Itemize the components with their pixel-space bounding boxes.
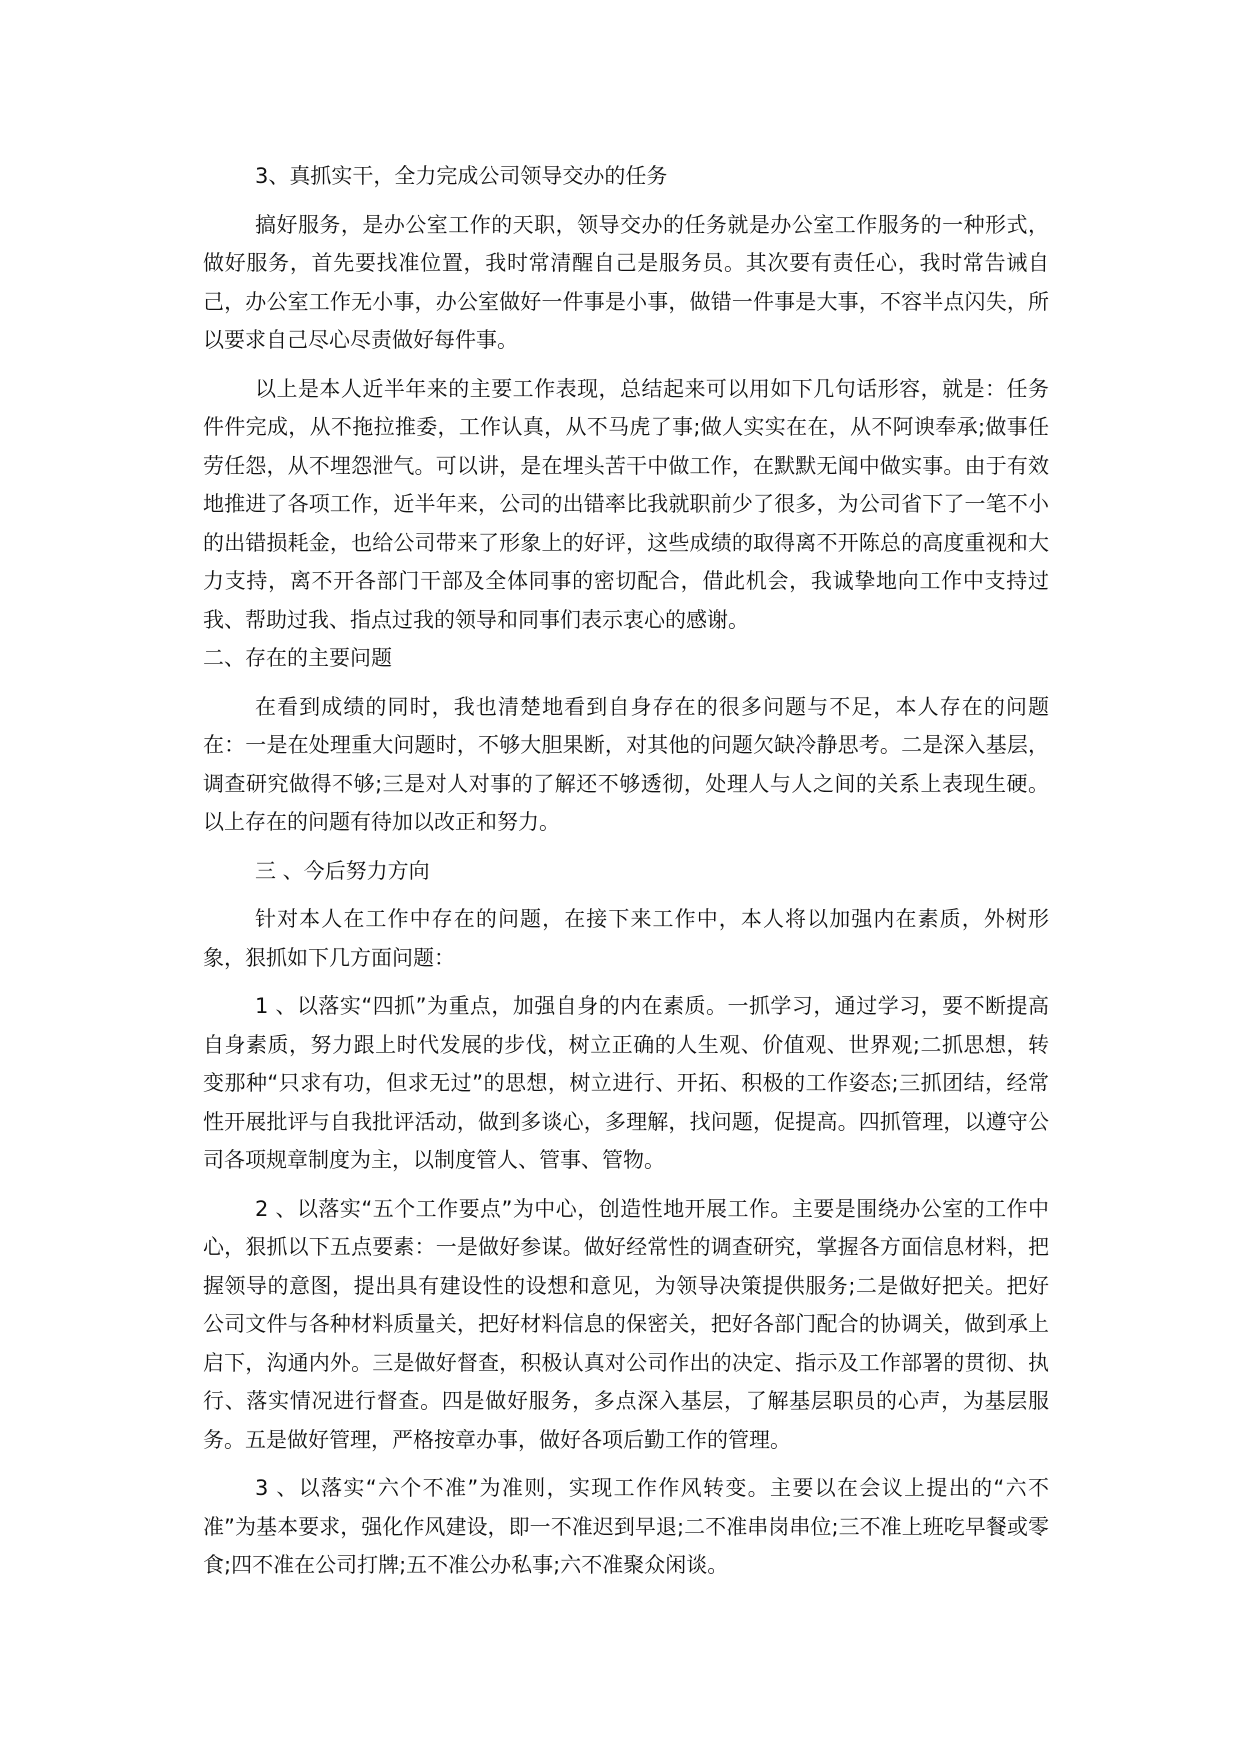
section-heading: 三 、今后努力方向 (255, 858, 430, 883)
list-item-paragraph: 1 、以落实“四抓”为重点，加强自身的内在素质。一抓学习，通过学习，要不断提高自身素质，努力跟上时代发展的步伐，树立正确的人生观、价值观、世界观;二抓思想，转变那种“只求有功，但求无过”的思想，树立进行、开拓、积极的工作姿态;三抓团结，经常性开展批评与自我批评活动，做到多谈心，多理解，找问题，促提高。四抓管理，以遵守公司各项规章制度为主，以制度管人、管事、管物。 (203, 994, 1049, 1172)
document-body (203, 157, 1049, 1595)
body-paragraph: 在看到成绩的同时，我也清楚地看到自身存在的很多问题与不足，本人存在的问题在：一是在处理重大问题时，不够大胆果断，对其他的问题欠缺冷静思考。二是深入基层，调查研究做得不够;三是对人对事的了解还不够透彻，处理人与人之间的关系上表现生硬。以上存在的问题有待加以改正和努力。 (203, 694, 1049, 834)
list-item-paragraph: 2 、以落实“五个工作要点”为中心，创造性地开展工作。主要是围绕办公室的工作中心，狠抓以下五点要素：一是做好参谋。做好经常性的调查研究，掌握各方面信息材料，把握领导的意图，提出具有建设性的设想和意见，为领导决策提供服务;二是做好把关。把好公司文件与各种材料质量关，把好材料信息的保密关，把好各部门配合的协调关，做到承上启下，沟通内外。三是做好督查，积极认真对公司作出的决定、指示及工作部署的贯彻、执行、落实情况进行督查。四是做好服务，多点深入基层，了解基层职员的心声，为基层服务。五是做好管理，严格按章办事，做好各项后勤工作的管理。 (203, 1196, 1049, 1452)
body-paragraph: 针对本人在工作中存在的问题，在接下来工作中，本人将以加强内在素质，外树形象，狠抓如下几方面问题： (203, 907, 1049, 970)
body-paragraph: 搞好服务，是办公室工作的天职，领导交办的任务就是办公室工作服务的一种形式，做好服务，首先要找准位置，我时常清醒自己是服务员。其次要有责任心，我时常告诫自己，办公室工作无小事，办公室做好一件事是小事，做错一件事是大事，不容半点闪失，所以要求自己尽心尽责做好每件事。 (203, 212, 1049, 352)
section-heading: 二、存在的主要问题 (203, 646, 392, 670)
list-item-paragraph: 3 、以落实“六个不准”为准则，实现工作作风转变。主要以在会议上提出的“六不准”为基本要求，强化作风建设，即一不准迟到早退;二不准串岗串位;三不准上班吃早餐或零食;四不准在公司打牌;五不准公办私事;六不准聚众闲谈。 (203, 1476, 1049, 1577)
body-paragraph: 以上是本人近半年来的主要工作表现，总结起来可以用如下几句话形容，就是：任务件件完成，从不拖拉推委，工作认真，从不马虎了事;做人实实在在，从不阿谀奉承;做事任劳任怨，从不埋怨泄气。可以讲，是在埋头苦干中做工作，在默默无闻中做实事。由于有效地推进了各项工作，近半年来，公司的出错率比我就职前少了很多，为公司省下了一笔不小的出错损耗金，也给公司带来了形象上的好评，这些成绩的取得离不开陈总的高度重视和大力支持，离不开各部门干部及全体同事的密切配合，借此机会，我诚挚地向工作中支持过我、帮助过我、指点过我的领导和同事们表示衷心的感谢。 (203, 376, 1049, 632)
section-subheading: 3、真抓实干，全力完成公司领导交办的任务 (255, 164, 668, 188)
